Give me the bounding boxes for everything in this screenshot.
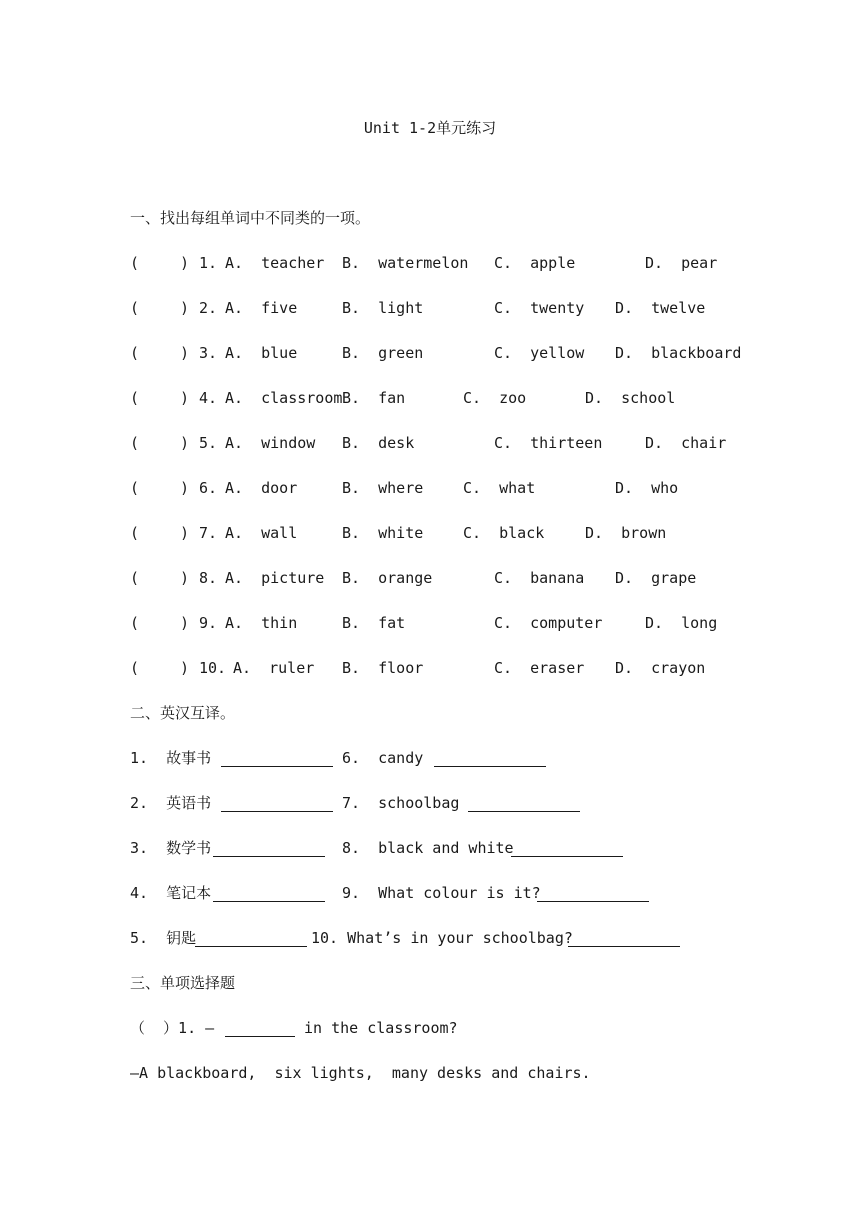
option-a: A. picture bbox=[225, 569, 325, 587]
answer-blank[interactable] bbox=[195, 931, 307, 947]
option-a: A. five bbox=[225, 299, 298, 317]
answer-blank[interactable] bbox=[221, 751, 333, 767]
answer-blank[interactable] bbox=[568, 931, 680, 947]
option-c: C. thirteen bbox=[494, 434, 603, 452]
option-c: C. yellow bbox=[494, 344, 585, 362]
option-d: D. grape bbox=[615, 569, 697, 587]
option-a: A. ruler bbox=[233, 659, 315, 677]
option-b: B. desk bbox=[342, 434, 415, 452]
option-b: B. where bbox=[342, 479, 424, 497]
option-c: C. apple bbox=[494, 254, 576, 272]
option-b: B. orange bbox=[342, 569, 433, 587]
option-a: A. door bbox=[225, 479, 298, 497]
option-c: C. computer bbox=[494, 614, 603, 632]
section2-heading: 二、英汉互译。 bbox=[130, 704, 236, 722]
option-b: B. white bbox=[342, 524, 424, 542]
option-d: D. crayon bbox=[615, 659, 706, 677]
option-d: D. blackboard bbox=[615, 344, 742, 362]
answer-blank[interactable] bbox=[511, 841, 623, 857]
option-c: C. zoo bbox=[463, 389, 527, 407]
option-c: C. what bbox=[463, 479, 536, 497]
option-a: A. thin bbox=[225, 614, 298, 632]
option-d: D. school bbox=[585, 389, 676, 407]
answer-blank[interactable] bbox=[213, 886, 325, 902]
option-b: B. green bbox=[342, 344, 424, 362]
option-b: B. fat bbox=[342, 614, 406, 632]
answer-blank[interactable] bbox=[434, 751, 546, 767]
option-d: D. chair bbox=[645, 434, 727, 452]
option-c: C. black bbox=[463, 524, 545, 542]
page-title: Unit 1-2单元练习 bbox=[363, 119, 497, 137]
option-a: A. window bbox=[225, 434, 316, 452]
answer-blank[interactable] bbox=[213, 841, 325, 857]
option-b: B. fan bbox=[342, 389, 406, 407]
answer-blank[interactable] bbox=[537, 886, 649, 902]
option-a: A. blue bbox=[225, 344, 298, 362]
answer-blank[interactable] bbox=[221, 796, 333, 812]
option-b: B. floor bbox=[342, 659, 424, 677]
question-1-answer-line: —A blackboard, six lights, many desks and chairs. bbox=[130, 1064, 591, 1082]
option-a: A. classroom bbox=[225, 389, 343, 407]
option-a: A. wall bbox=[225, 524, 298, 542]
option-c: C. eraser bbox=[494, 659, 585, 677]
option-d: D. twelve bbox=[615, 299, 706, 317]
option-d: D. pear bbox=[645, 254, 718, 272]
option-d: D. long bbox=[645, 614, 718, 632]
section1-heading: 一、找出每组单词中不同类的一项。 bbox=[130, 209, 371, 227]
option-c: C. twenty bbox=[494, 299, 585, 317]
option-b: B. watermelon bbox=[342, 254, 469, 272]
answer-blank[interactable] bbox=[225, 1021, 295, 1037]
option-d: D. brown bbox=[585, 524, 667, 542]
option-c: C. banana bbox=[494, 569, 585, 587]
option-b: B. light bbox=[342, 299, 424, 317]
option-d: D. who bbox=[615, 479, 679, 497]
answer-blank[interactable] bbox=[468, 796, 580, 812]
section3-heading: 三、单项选择题 bbox=[130, 974, 236, 992]
option-a: A. teacher bbox=[225, 254, 325, 272]
